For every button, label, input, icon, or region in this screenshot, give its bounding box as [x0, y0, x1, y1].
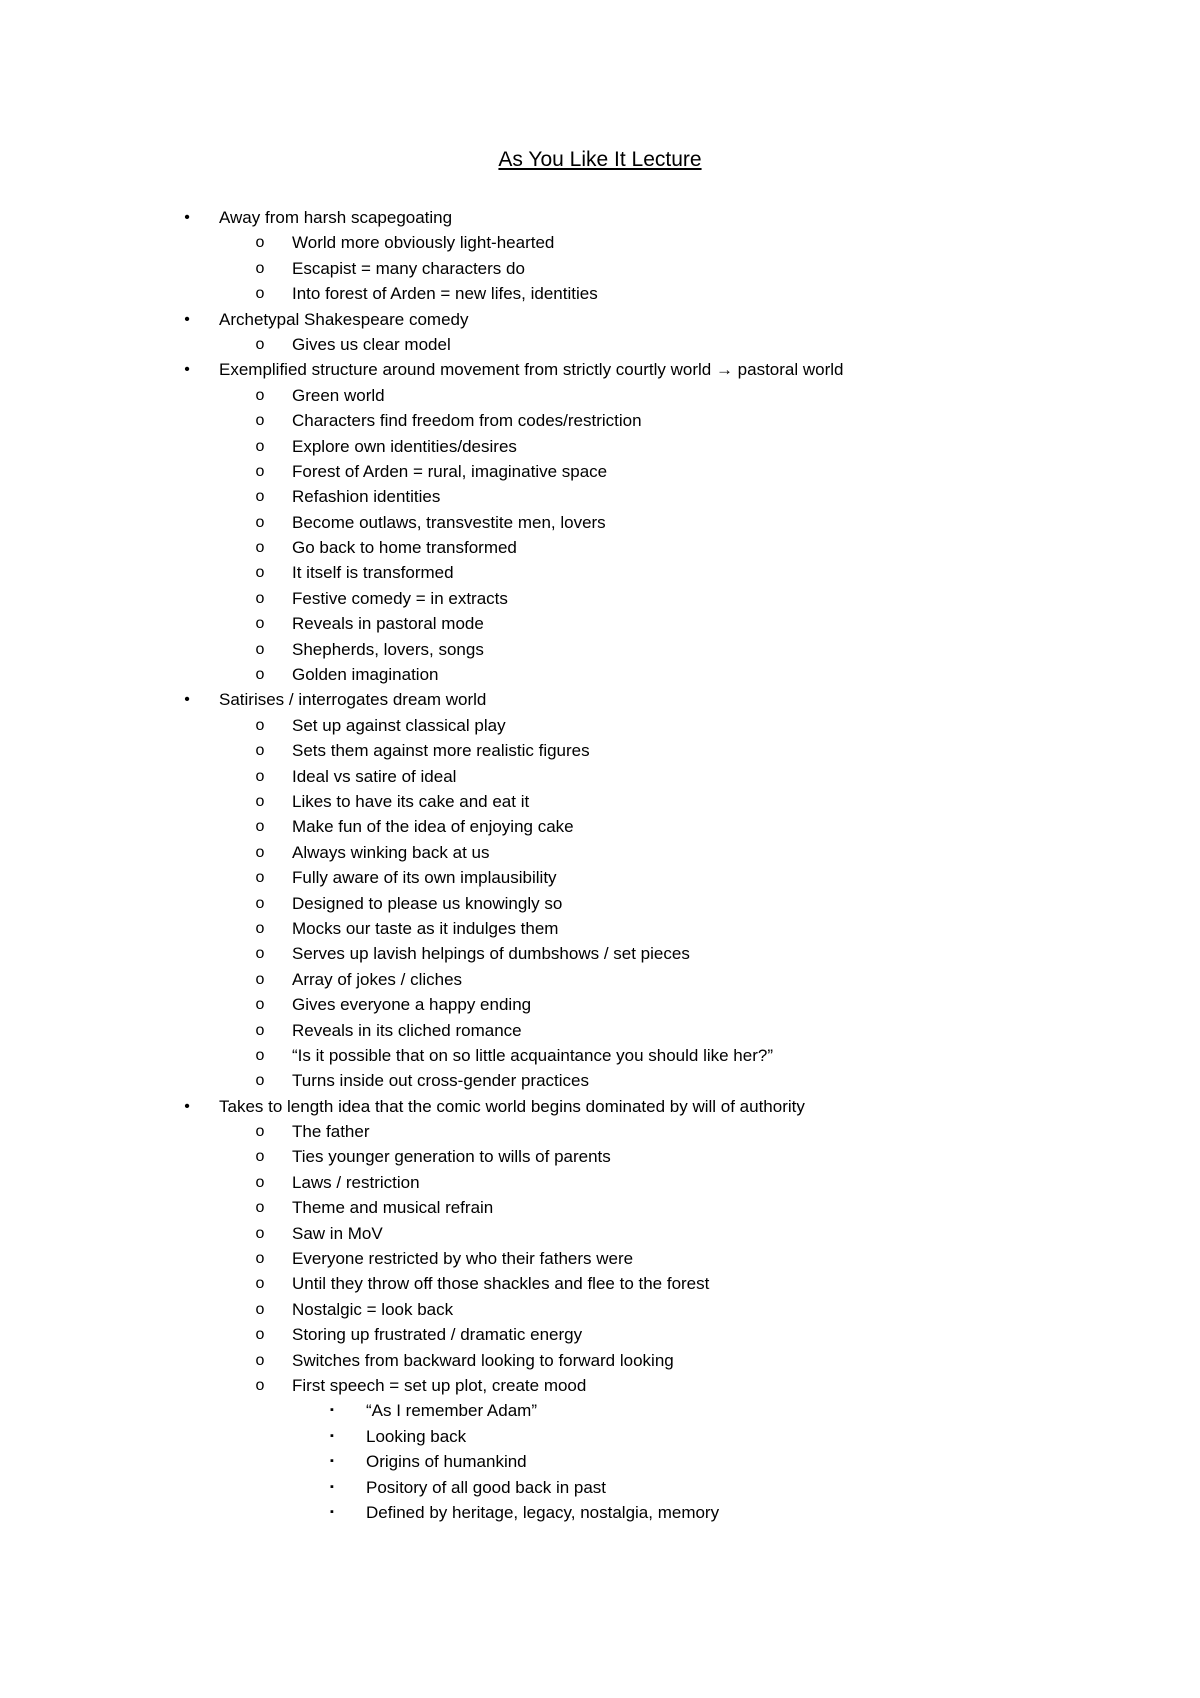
list-item-level-2: [0, 484, 1200, 509]
list-item-text: Serves up lavish helpings of dumbshows / set pieces: [292, 944, 690, 964]
list-item-level-2: [0, 230, 1200, 255]
list-item-level-3: [0, 1424, 1200, 1449]
circle-bullet-icon: o: [255, 1326, 265, 1344]
circle-bullet-icon: o: [255, 488, 265, 506]
list-item-level-2: [0, 1119, 1200, 1144]
circle-bullet-icon: o: [255, 792, 265, 810]
list-item-level-2: [0, 1373, 1200, 1398]
list-item-text: Storing up frustrated / dramatic energy: [292, 1325, 583, 1345]
circle-bullet-icon: o: [255, 640, 265, 658]
list-item-level-2: [0, 1018, 1200, 1043]
circle-bullet-icon: o: [255, 1072, 265, 1090]
circle-bullet-icon: o: [255, 970, 265, 988]
circle-bullet-icon: o: [255, 1376, 265, 1394]
circle-bullet-icon: o: [255, 589, 265, 607]
circle-bullet-icon: o: [255, 335, 265, 353]
list-item-level-1: [0, 1094, 1200, 1119]
list-item-level-2: [0, 1043, 1200, 1068]
list-item-text: It itself is transformed: [292, 563, 454, 583]
list-item-level-3: [0, 1475, 1200, 1500]
list-item-text: Sets them against more realistic figures: [292, 741, 590, 761]
list-item-level-3: [0, 1500, 1200, 1525]
list-item-text: Until they throw off those shackles and flee to the forest: [292, 1274, 710, 1294]
list-item-text: Satirises / interrogates dream world: [219, 690, 487, 710]
list-item-text: Green world: [292, 385, 385, 405]
circle-bullet-icon: o: [255, 1300, 265, 1318]
list-item-text: Theme and musical refrain: [292, 1198, 494, 1218]
list-item-text: Characters find freedom from codes/restriction: [292, 411, 642, 431]
list-item-level-2: [0, 560, 1200, 585]
list-item-level-2: [0, 1170, 1200, 1195]
list-item-level-1: [0, 205, 1200, 230]
circle-bullet-icon: o: [255, 716, 265, 734]
circle-bullet-icon: o: [255, 869, 265, 887]
page-title: As You Like It Lecture: [498, 148, 702, 171]
circle-bullet-icon: o: [255, 1275, 265, 1293]
list-item-text: Become outlaws, transvestite men, lovers: [292, 512, 606, 532]
list-item-level-2: [0, 408, 1200, 433]
circle-bullet-icon: o: [255, 742, 265, 760]
circle-bullet-icon: o: [255, 919, 265, 937]
list-item-level-1: [0, 307, 1200, 332]
list-item-text: Saw in MoV: [292, 1223, 383, 1243]
list-item-level-2: [0, 1246, 1200, 1271]
list-item-level-2: [0, 1271, 1200, 1296]
list-item-text: Laws / restriction: [292, 1172, 420, 1192]
circle-bullet-icon: o: [255, 818, 265, 836]
circle-bullet-icon: o: [255, 285, 265, 303]
list-item-text: Into forest of Arden = new lifes, identities: [292, 284, 598, 304]
list-item-text: Refashion identities: [292, 487, 441, 507]
circle-bullet-icon: o: [255, 767, 265, 785]
circle-bullet-icon: o: [255, 513, 265, 531]
list-item-level-2: [0, 865, 1200, 890]
list-item-level-2: [0, 586, 1200, 611]
list-item-level-2: [0, 941, 1200, 966]
list-item-text: Shepherds, lovers, songs: [292, 639, 484, 659]
list-item-level-2: [0, 459, 1200, 484]
list-item-level-2: [0, 281, 1200, 306]
circle-bullet-icon: o: [255, 564, 265, 582]
list-item-level-3: [0, 1449, 1200, 1474]
circle-bullet-icon: o: [255, 666, 265, 684]
square-bullet-icon: ▪: [330, 1404, 334, 1417]
square-bullet-icon: ▪: [330, 1480, 334, 1493]
list-item-text: Nostalgic = look back: [292, 1299, 454, 1319]
list-item-level-2: [0, 992, 1200, 1017]
circle-bullet-icon: o: [255, 437, 265, 455]
list-item-level-2: [0, 1068, 1200, 1093]
list-item-text: Everyone restricted by who their fathers were: [292, 1249, 634, 1269]
list-item-text: Golden imagination: [292, 665, 439, 685]
list-item-level-2: [0, 662, 1200, 687]
list-item-text: Origins of humankind: [366, 1452, 527, 1472]
list-item-text: “Is it possible that on so little acquaintance you should like her?”: [292, 1045, 773, 1065]
list-item-text: Fully aware of its own implausibility: [292, 868, 557, 888]
list-item-level-2: [0, 510, 1200, 535]
list-item-text: Make fun of the idea of enjoying cake: [292, 817, 574, 837]
list-item-text: Array of jokes / cliches: [292, 969, 463, 989]
list-item-text: Away from harsh scapegoating: [219, 208, 453, 227]
list-item-text: Mocks our taste as it indulges them: [292, 918, 559, 938]
list-item-text: Designed to please us knowingly so: [292, 893, 563, 913]
list-item-level-2: [0, 789, 1200, 814]
circle-bullet-icon: o: [255, 894, 265, 912]
list-item-level-2: [0, 713, 1200, 738]
list-item-level-2: [0, 891, 1200, 916]
list-item-text: Set up against classical play: [292, 715, 506, 735]
list-item-level-2: [0, 611, 1200, 636]
circle-bullet-icon: o: [255, 1046, 265, 1064]
list-item-level-2: [0, 916, 1200, 941]
list-item-text: Exemplified structure around movement from strictly courtly world → pastoral world: [219, 360, 844, 380]
list-item-text: Ideal vs satire of ideal: [292, 766, 457, 786]
list-item-text: “As I remember Adam”: [366, 1401, 537, 1421]
list-item-level-2: [0, 434, 1200, 459]
list-item-text: Takes to length idea that the comic world begins dominated by will of authority: [219, 1096, 805, 1116]
bullet-icon: •: [184, 209, 190, 226]
list-item-text: Reveals in pastoral mode: [292, 614, 484, 634]
circle-bullet-icon: o: [255, 1224, 265, 1242]
list-item-text: Pository of all good back in past: [366, 1477, 607, 1497]
list-item-level-2: [0, 840, 1200, 865]
list-item-level-2: [0, 1348, 1200, 1373]
circle-bullet-icon: o: [255, 412, 265, 430]
list-item-text: Go back to home transformed: [292, 538, 517, 558]
list-item-text: Festive comedy = in extracts: [292, 588, 508, 608]
square-bullet-icon: ▪: [330, 1505, 334, 1518]
circle-bullet-icon: o: [255, 615, 265, 633]
list-item-text: Archetypal Shakespeare comedy: [219, 309, 469, 329]
square-bullet-icon: ▪: [330, 1429, 334, 1442]
list-item-level-2: [0, 814, 1200, 839]
bullet-icon: •: [184, 691, 190, 709]
list-item-level-2: [0, 764, 1200, 789]
circle-bullet-icon: o: [255, 1148, 265, 1166]
list-item-text: Escapist = many characters do: [292, 258, 525, 278]
list-item-text: Gives everyone a happy ending: [292, 995, 532, 1015]
circle-bullet-icon: o: [255, 234, 265, 252]
list-item-text: World more obviously light-hearted: [292, 233, 555, 253]
circle-bullet-icon: o: [255, 1199, 265, 1217]
circle-bullet-icon: o: [255, 259, 265, 277]
circle-bullet-icon: o: [255, 386, 265, 404]
list-item-level-2: [0, 1144, 1200, 1169]
list-item-text: Defined by heritage, legacy, nostalgia, memory: [366, 1502, 720, 1522]
square-bullet-icon: ▪: [330, 1455, 334, 1468]
list-item-level-2: [0, 1221, 1200, 1246]
list-item-text: Forest of Arden = rural, imaginative space: [292, 461, 608, 481]
circle-bullet-icon: o: [255, 1351, 265, 1369]
list-item-text: Reveals in its cliched romance: [292, 1020, 522, 1040]
bullet-icon: •: [184, 1097, 190, 1115]
list-item-level-2: [0, 383, 1200, 408]
list-item-level-1: [0, 357, 1200, 382]
circle-bullet-icon: o: [255, 945, 265, 963]
list-item-text: Explore own identities/desires: [292, 436, 517, 456]
circle-bullet-icon: o: [255, 1123, 265, 1141]
list-item-level-2: [0, 256, 1200, 281]
list-item-level-2: [0, 1322, 1200, 1347]
list-item-text: Looking back: [366, 1426, 467, 1446]
list-item-text: Always winking back at us: [292, 842, 490, 862]
list-item-level-2: [0, 967, 1200, 992]
list-item-text: Turns inside out cross-gender practices: [292, 1071, 590, 1091]
bullet-icon: •: [184, 310, 190, 328]
list-item-text: Ties younger generation to wills of parents: [292, 1147, 611, 1167]
list-item-level-2: [0, 535, 1200, 560]
circle-bullet-icon: o: [255, 843, 265, 861]
list-item-text: Switches from backward looking to forward looking: [292, 1350, 674, 1370]
circle-bullet-icon: o: [255, 462, 265, 480]
circle-bullet-icon: o: [255, 1250, 265, 1268]
list-item-level-2: [0, 637, 1200, 662]
circle-bullet-icon: o: [255, 996, 265, 1014]
list-item-text: The father: [292, 1122, 370, 1142]
circle-bullet-icon: o: [255, 1173, 265, 1191]
circle-bullet-icon: o: [255, 539, 265, 557]
list-item-level-2: [0, 332, 1200, 357]
list-item-text: First speech = set up plot, create mood: [292, 1375, 587, 1395]
bullet-icon: •: [184, 361, 190, 379]
list-item-level-1: [0, 687, 1200, 712]
circle-bullet-icon: o: [255, 1021, 265, 1039]
lecture-notes-list: [0, 205, 1200, 1525]
list-item-level-2: [0, 738, 1200, 763]
list-item-text: Likes to have its cake and eat it: [292, 791, 530, 811]
list-item-level-3: [0, 1398, 1200, 1423]
list-item-level-2: [0, 1297, 1200, 1322]
list-item-level-2: [0, 1195, 1200, 1220]
list-item-text: Gives us clear model: [292, 334, 451, 354]
